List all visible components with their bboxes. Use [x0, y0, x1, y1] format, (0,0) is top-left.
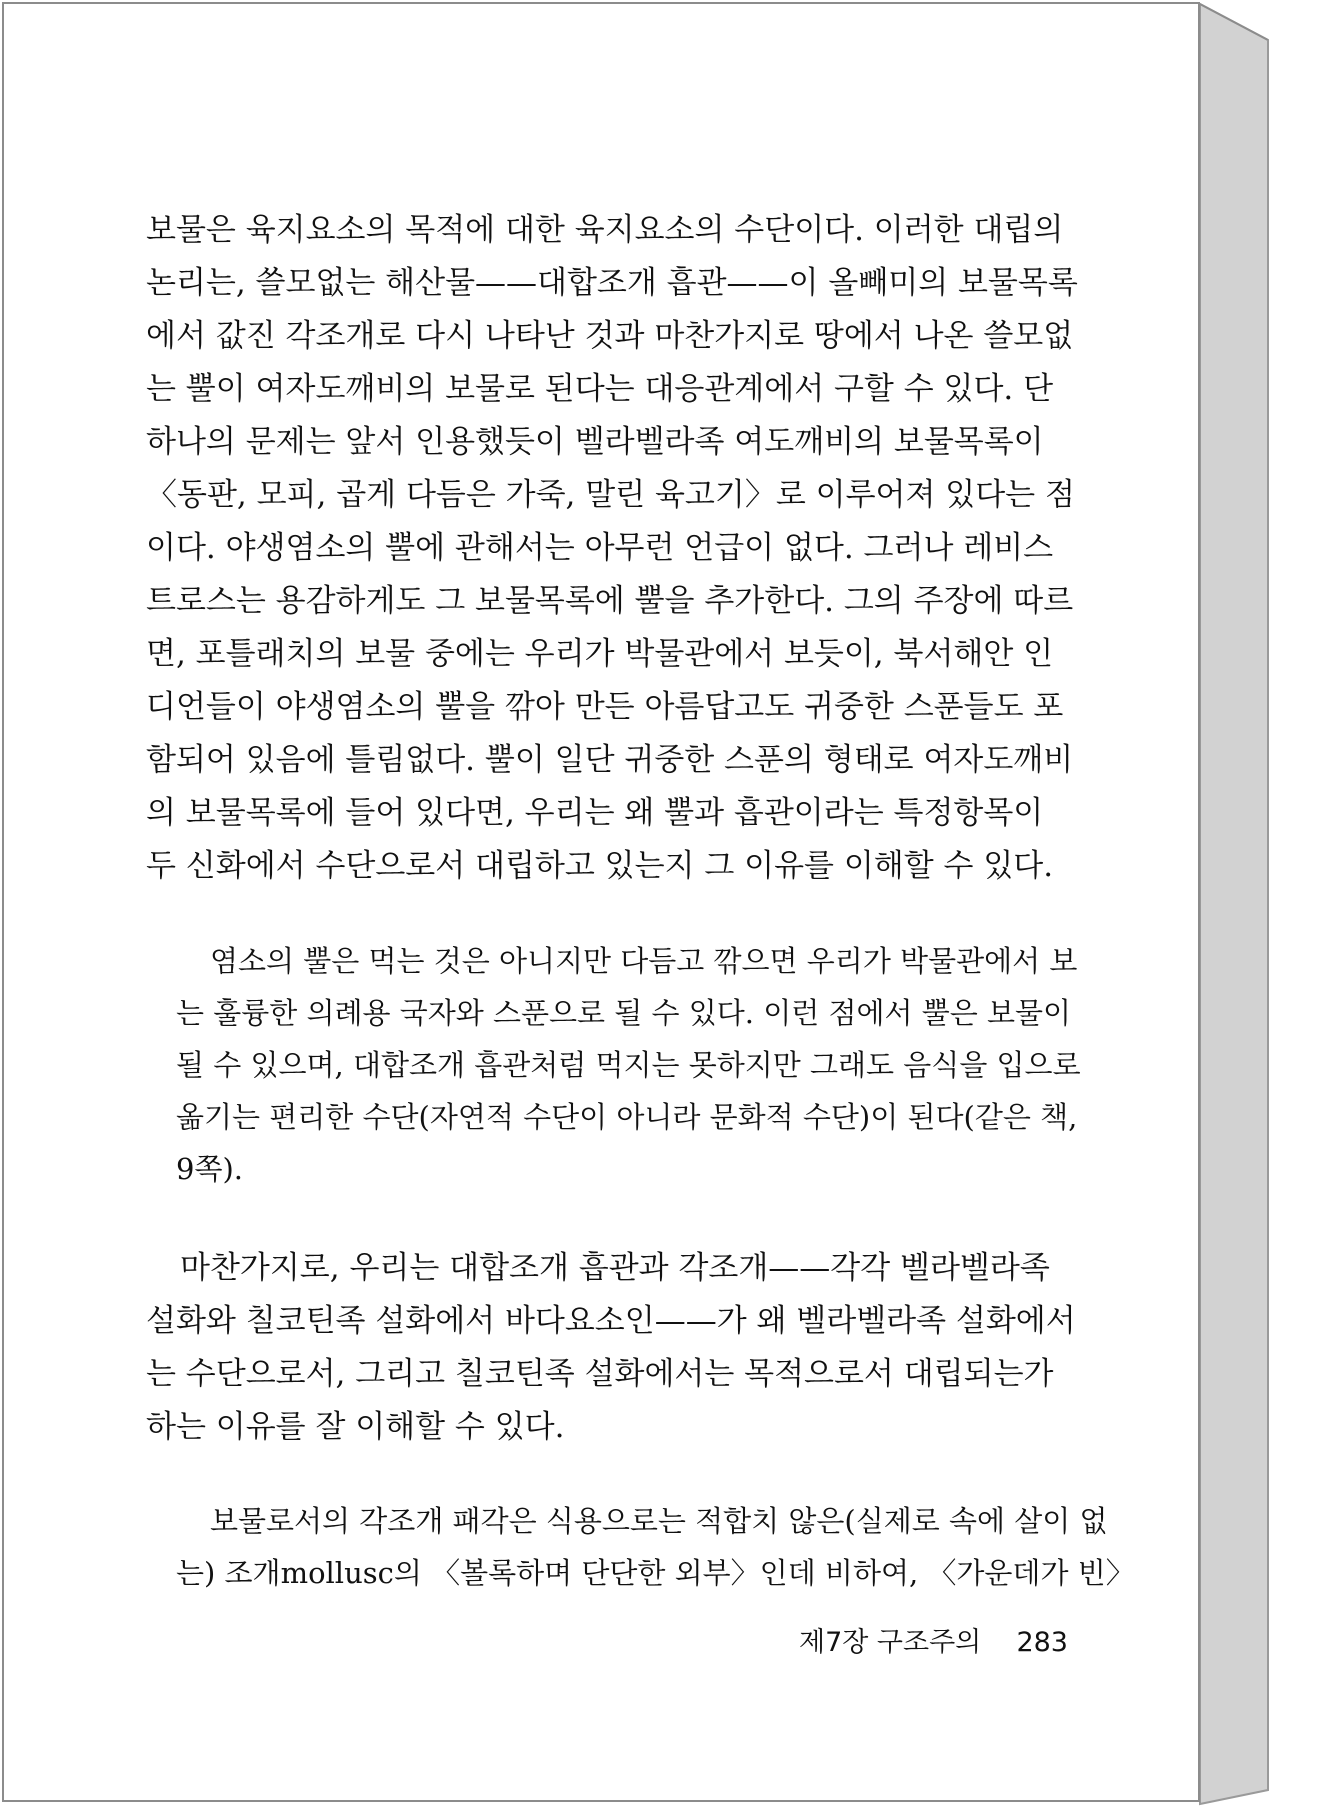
paragraph-1-line-10: 디언들이 야생염소의 뿔을 깎아 만든 아름답고도 귀중한 스푼들도 포	[146, 689, 1064, 725]
paragraph-3-line-3: 는 수단으로서, 그리고 칠코틴족 설화에서는 목적으로서 대립되는가	[146, 1356, 1054, 1392]
paragraph-3-line-4: 하는 이유를 잘 이해할 수 있다.	[146, 1409, 565, 1445]
paragraph-1-line-9: 면, 포틀래치의 보물 중에는 우리가 박물관에서 보듯이, 북서해안 인	[146, 636, 1054, 672]
paragraph-1-line-8: 트로스는 용감하게도 그 보물목록에 뿔을 추가한다. 그의 주장에 따르	[146, 583, 1074, 619]
paragraph-1-line-7: 이다. 야생염소의 뿔에 관해서는 아무런 언급이 없다. 그러나 레비스	[146, 530, 1054, 566]
paragraph-1-line-1: 보물은 육지요소의 목적에 대한 육지요소의 수단이다. 이러한 대립의	[146, 212, 1064, 248]
paragraph-1-line-12: 의 보물목록에 들어 있다면, 우리는 왜 뿔과 흡관이라는 특정항목이	[146, 795, 1044, 831]
paragraph-4-line-2: 는) 조개mollusc의 〈볼록하며 단단한 외부〉인데 비하여, 〈가운데가 빈〉	[176, 1556, 1135, 1590]
quote-line-4: 옮기는 편리한 수단(자연적 수단이 아니라 문화적 수단)이 된다(같은 책,	[176, 1100, 1078, 1134]
page-sheet	[2, 2, 1200, 1802]
footer-chapter-title: 제7장 구조주의	[799, 1627, 982, 1658]
quote-line-3: 될 수 있으며, 대합조개 흡관처럼 먹지는 못하지만 그래도 음식을 입으로	[176, 1048, 1081, 1082]
paragraph-1-line-6: 〈동판, 모피, 곱게 다듬은 가죽, 말린 육고기〉로 이루어져 있다는 점	[146, 477, 1075, 513]
paragraph-4-line-1: 보물로서의 각조개 패각은 식용으로는 적합치 않은(실제로 속에 살이 없	[210, 1504, 1108, 1538]
paragraph-1-line-3: 에서 값진 각조개로 다시 나타난 것과 마찬가지로 땅에서 나온 쓸모없	[146, 318, 1074, 354]
paragraph-1-line-2: 논리는, 쓸모없는 해산물——대합조개 흡관——이 올빼미의 보물목록	[146, 265, 1078, 301]
quote-line-5: 9쪽).	[176, 1152, 243, 1186]
paragraph-3-line-2: 설화와 칠코틴족 설화에서 바다요소인——가 왜 벨라벨라족 설화에서	[146, 1303, 1076, 1339]
quote-line-2: 는 훌륭한 의례용 국자와 스푼으로 될 수 있다. 이런 점에서 뿔은 보물이	[176, 996, 1072, 1030]
footer-page-number: 283	[1016, 1627, 1068, 1658]
paragraph-1-line-4: 는 뿔이 여자도깨비의 보물로 된다는 대응관계에서 구할 수 있다. 단	[146, 371, 1054, 407]
running-footer	[799, 1626, 1068, 1660]
paragraph-3-line-1: 마찬가지로, 우리는 대합조개 흡관과 각조개——각각 벨라벨라족	[180, 1250, 1050, 1286]
quote-line-1: 염소의 뿔은 먹는 것은 아니지만 다듬고 깎으면 우리가 박물관에서 보	[210, 944, 1078, 978]
paragraph-1-line-5: 하나의 문제는 앞서 인용했듯이 벨라벨라족 여도깨비의 보물목록이	[146, 424, 1044, 460]
paragraph-1-line-13: 두 신화에서 수단으로서 대립하고 있는지 그 이유를 이해할 수 있다.	[146, 848, 1054, 884]
paragraph-1-line-11: 함되어 있음에 틀림없다. 뿔이 일단 귀중한 스푼의 형태로 여자도깨비	[146, 742, 1074, 778]
